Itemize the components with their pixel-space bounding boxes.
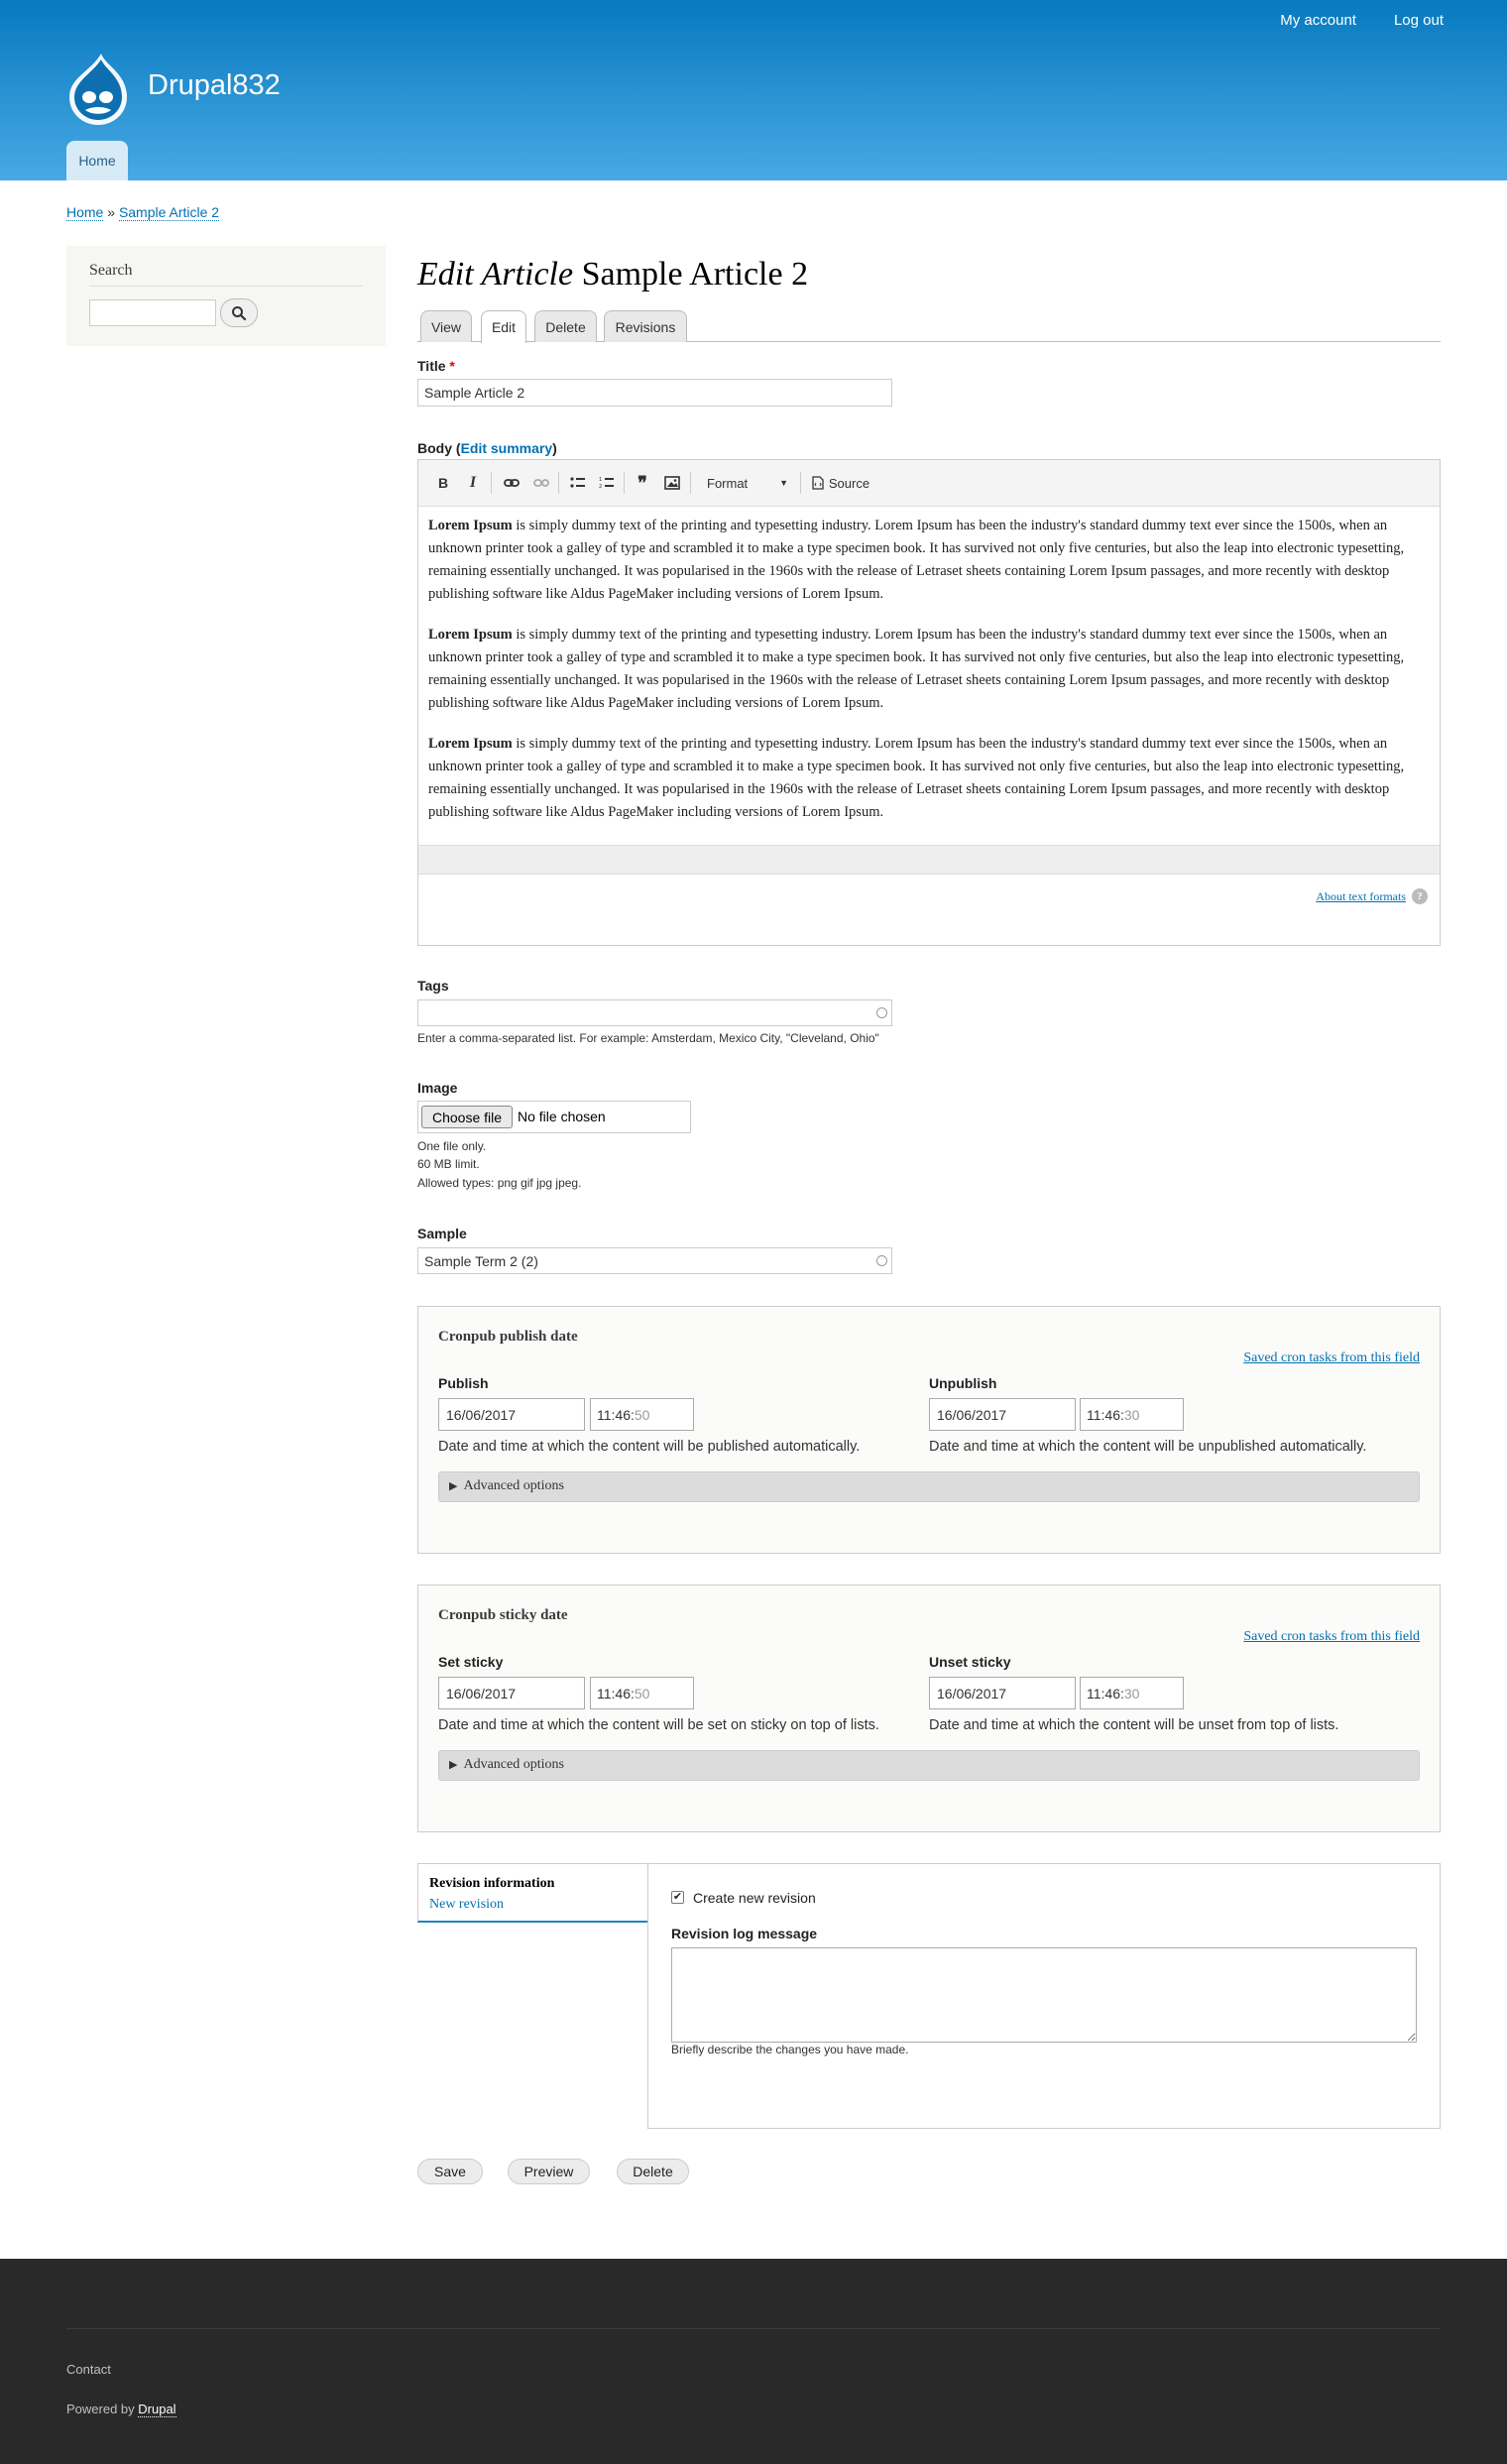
preview-button[interactable]: Preview	[508, 2159, 590, 2184]
bulleted-list-button[interactable]	[566, 472, 590, 494]
revision-log-description: Briefly describe the changes you have made.	[671, 2043, 909, 2056]
advanced-options-toggle[interactable]	[438, 1750, 1420, 1781]
site-footer	[0, 2259, 1507, 2464]
image-description-types: Allowed types: png gif jpg jpeg.	[417, 1176, 582, 1190]
publish-time-input[interactable]	[590, 1398, 694, 1431]
tab-revisions[interactable]: Revisions	[604, 310, 687, 342]
revision-log-textarea[interactable]	[671, 1947, 1417, 2043]
editor-content[interactable]	[428, 515, 1430, 842]
sidebar-search-block	[66, 246, 386, 346]
set-sticky-date-input[interactable]: 16/06/2017	[438, 1677, 585, 1709]
image-label: Image	[417, 1080, 458, 1096]
body-paragraph	[428, 733, 1430, 824]
time-hm: 11:46:	[1087, 1407, 1124, 1423]
page-title-node: Sample Article 2	[581, 256, 809, 293]
delete-button[interactable]: Delete	[617, 2159, 689, 2184]
paragraph-text: is simply dummy text of the printing and typesetting industry. Lorem Ipsum has been the industry's standard dummy text ever since the 1500s, when an unknown printer took a galley of type and scrambled it to make a type specimen book. It has survived not only five centuries, but also the leap into electronic typesetting, remaining essentially unchanged. It was popularised in the 1960s with the release of Letraset sheets containing Lorem Ipsum passages, and more recently with desktop publishing software like Aldus PageMaker including versions of Lorem Ipsum.	[428, 518, 1405, 602]
sample-label: Sample	[417, 1226, 467, 1241]
toolbar-separator	[800, 472, 801, 494]
breadcrumb	[66, 204, 219, 220]
fieldset-legend: Cronpub publish date	[438, 1329, 578, 1345]
revision-vertical-tab[interactable]	[417, 1863, 647, 1923]
svg-text:2: 2	[599, 484, 603, 490]
body-paragraph	[428, 515, 1430, 606]
image-button[interactable]	[660, 472, 684, 494]
revision-tab-title: Revision information	[429, 1876, 555, 1891]
link-icon	[504, 478, 520, 488]
choose-file-button[interactable]: Choose file	[421, 1106, 513, 1128]
toolbar-separator	[690, 472, 691, 494]
svg-text:1: 1	[599, 477, 603, 483]
saved-cron-tasks-link[interactable]: Saved cron tasks from this field	[1243, 1629, 1420, 1644]
footer-divider	[66, 2328, 1441, 2329]
time-hm: 11:46:	[597, 1686, 635, 1701]
main-menu-home[interactable]: Home	[66, 141, 128, 180]
body-label-suffix: )	[552, 440, 557, 456]
publish-label: Publish	[438, 1375, 489, 1391]
toolbar-separator	[491, 472, 492, 494]
image-file-widget	[417, 1101, 691, 1133]
tab-edit[interactable]: Edit	[481, 310, 526, 343]
editor-toolbar	[418, 460, 1440, 507]
page-title	[417, 256, 808, 293]
time-hm: 11:46:	[597, 1407, 635, 1423]
search-block-title: Search	[89, 262, 363, 287]
autocomplete-icon	[876, 1255, 887, 1266]
revision-log-label: Revision log message	[671, 1926, 818, 1941]
bold-button[interactable]: B	[437, 475, 449, 491]
file-status: No file chosen	[518, 1109, 606, 1124]
set-sticky-time-input[interactable]	[590, 1677, 694, 1709]
secondary-menu	[1280, 12, 1444, 29]
unpublish-time-input[interactable]	[1080, 1398, 1184, 1431]
image-icon	[664, 476, 680, 490]
sample-input[interactable]	[417, 1247, 892, 1274]
source-button[interactable]	[807, 472, 874, 494]
help-icon[interactable]: ?	[1412, 888, 1428, 904]
breadcrumb-separator: »	[107, 204, 116, 220]
search-input[interactable]	[89, 299, 216, 326]
contact-link[interactable]: Contact	[66, 2362, 111, 2377]
revision-tab-summary: New revision	[429, 1897, 505, 1912]
format-dropdown-label: Format	[707, 475, 749, 491]
unlink-icon	[533, 478, 549, 488]
format-dropdown[interactable]	[699, 472, 794, 494]
advanced-options-label: Advanced options	[463, 1478, 564, 1493]
log-out-link[interactable]: Log out	[1393, 12, 1444, 29]
time-hm: 11:46:	[1087, 1686, 1124, 1701]
advanced-options-label: Advanced options	[463, 1757, 564, 1772]
toolbar-separator	[624, 472, 625, 494]
italic-button[interactable]: I	[469, 474, 477, 491]
unset-sticky-time-input[interactable]	[1080, 1677, 1184, 1709]
time-seconds: 30	[1123, 1686, 1140, 1701]
create-revision-label: Create new revision	[693, 1890, 816, 1906]
image-description-size: 60 MB limit.	[417, 1157, 480, 1171]
source-icon	[812, 476, 824, 490]
dropdown-arrow-icon: ▼	[779, 478, 788, 488]
unlink-button[interactable]	[529, 472, 553, 494]
paragraph-bold: Lorem Ipsum	[428, 518, 513, 533]
body-paragraph	[428, 624, 1430, 715]
numbered-list-icon	[599, 476, 615, 490]
create-revision-checkbox[interactable]: ✔	[672, 1891, 683, 1903]
my-account-link[interactable]: My account	[1280, 12, 1356, 29]
drupal-link[interactable]: Drupal	[138, 2402, 176, 2416]
save-button[interactable]: Save	[417, 2159, 483, 2184]
title-label-text: Title	[417, 358, 446, 374]
about-text-formats-link[interactable]: About text formats	[1316, 888, 1406, 903]
set-sticky-label: Set sticky	[438, 1654, 504, 1670]
unset-sticky-date-input[interactable]: 16/06/2017	[929, 1677, 1076, 1709]
breadcrumb-current[interactable]: Sample Article 2	[118, 204, 220, 220]
edit-summary-link[interactable]: Edit summary	[460, 440, 553, 456]
body-label-text: Body (	[417, 440, 461, 456]
revision-pane	[647, 1863, 1441, 2129]
fieldset-legend: Cronpub sticky date	[438, 1607, 568, 1623]
bulleted-list-icon	[570, 476, 586, 490]
source-label: Source	[828, 475, 870, 491]
tags-label: Tags	[417, 978, 449, 994]
time-seconds: 50	[634, 1407, 650, 1423]
required-marker: *	[449, 358, 455, 374]
page-title-prefix: Edit Article	[417, 256, 574, 293]
title-label	[417, 358, 455, 374]
powered-by-text: Powered by	[66, 2402, 139, 2416]
blockquote-button[interactable]: ❞	[638, 472, 647, 493]
paragraph-bold: Lorem Ipsum	[428, 627, 513, 643]
link-button[interactable]	[500, 472, 523, 494]
site-header	[0, 0, 1507, 180]
tags-input[interactable]	[417, 999, 892, 1026]
editor-statusbar	[418, 845, 1440, 875]
paragraph-bold: Lorem Ipsum	[428, 736, 513, 752]
powered-by	[66, 2402, 176, 2416]
sample-field	[417, 1247, 892, 1274]
tab-delete[interactable]: Delete	[534, 310, 597, 342]
triangle-right-icon: ▶	[449, 1759, 458, 1771]
saved-cron-tasks-link[interactable]: Saved cron tasks from this field	[1243, 1350, 1420, 1365]
breadcrumb-home[interactable]: Home	[66, 204, 104, 220]
tab-view[interactable]: View	[420, 310, 472, 342]
revision-information	[417, 1863, 1441, 2129]
unpublish-label: Unpublish	[929, 1375, 997, 1391]
search-icon	[231, 305, 247, 321]
time-seconds: 30	[1123, 1407, 1140, 1423]
paragraph-text: is simply dummy text of the printing and typesetting industry. Lorem Ipsum has been the industry's standard dummy text ever since the 1500s, when an unknown printer took a galley of type and scrambled it to make a type specimen book. It has survived not only five centuries, but also the leap into electronic typesetting, remaining essentially unchanged. It was popularised in the 1960s with the release of Letraset sheets containing Lorem Ipsum passages, and more recently with desktop publishing software like Aldus PageMaker including versions of Lorem Ipsum.	[428, 736, 1405, 820]
drupal-logo[interactable]	[65, 52, 131, 127]
autocomplete-icon	[876, 1007, 887, 1018]
about-text-formats	[1316, 888, 1428, 904]
unpublish-description: Date and time at which the content will be unpublished automatically.	[929, 1439, 1367, 1455]
toolbar-separator	[558, 472, 559, 494]
set-sticky-description: Date and time at which the content will be set on sticky on top of lists.	[438, 1717, 879, 1733]
advanced-options-toggle[interactable]	[438, 1471, 1420, 1502]
numbered-list-button[interactable]	[595, 472, 619, 494]
paragraph-text: is simply dummy text of the printing and typesetting industry. Lorem Ipsum has been the industry's standard dummy text ever since the 1500s, when an unknown printer took a galley of type and scrambled it to make a type specimen book. It has survived not only five centuries, but also the leap into electronic typesetting, remaining essentially unchanged. It was popularised in the 1960s with the release of Letraset sheets containing Lorem Ipsum passages, and more recently with desktop publishing software like Aldus PageMaker including versions of Lorem Ipsum.	[428, 627, 1405, 711]
unset-sticky-label: Unset sticky	[929, 1654, 1011, 1670]
cronpub-publish-fieldset	[417, 1306, 1441, 1554]
image-description-files: One file only.	[417, 1139, 487, 1153]
unset-sticky-description: Date and time at which the content will be unset from top of lists.	[929, 1717, 1339, 1733]
unpublish-date-input[interactable]: 16/06/2017	[929, 1398, 1076, 1431]
publish-description: Date and time at which the content will be published automatically.	[438, 1439, 861, 1455]
local-tasks	[417, 310, 1441, 342]
body-editor	[417, 459, 1441, 946]
tags-field	[417, 999, 892, 1026]
search-button[interactable]	[220, 298, 258, 327]
site-name[interactable]: Drupal832	[148, 69, 281, 101]
time-seconds: 50	[634, 1686, 650, 1701]
tags-description: Enter a comma-separated list. For example: Amsterdam, Mexico City, "Cleveland, Ohio"	[417, 1031, 879, 1045]
title-input[interactable]	[417, 379, 892, 407]
triangle-right-icon: ▶	[449, 1480, 458, 1492]
cronpub-sticky-fieldset	[417, 1584, 1441, 1832]
body-label	[417, 440, 557, 456]
publish-date-input[interactable]: 16/06/2017	[438, 1398, 585, 1431]
